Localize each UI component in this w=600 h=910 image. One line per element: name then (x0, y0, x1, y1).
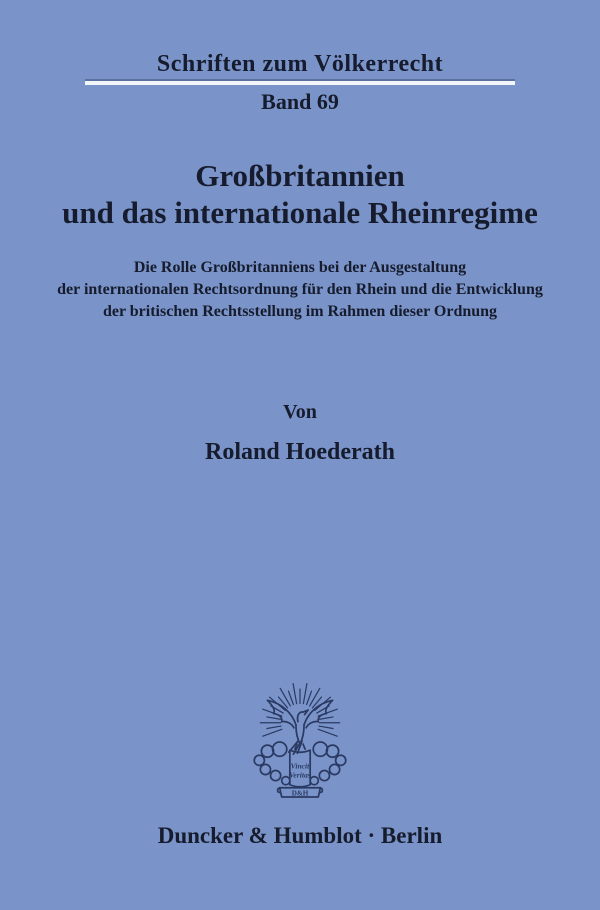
publisher-emblem (248, 680, 352, 800)
emblem-motto-line-2: Veritas (289, 770, 311, 780)
emblem-initials: D&H (291, 789, 309, 798)
book-title-line-1: Großbritannien (195, 158, 405, 193)
subtitle-line-3: der britischen Rechtsstellung im Rahmen dieser Ordnung (102, 303, 498, 320)
author-byline: Von (283, 401, 317, 423)
subtitle-line-2: der internationalen Rechtsordnung für den Rhein und die Entwicklung (57, 281, 543, 298)
divider-rule (85, 81, 515, 85)
subtitle-line-1: Die Rolle Großbritanniens bei der Ausgestaltung (133, 259, 467, 276)
sunburst-rays-icon (260, 684, 339, 737)
book-subtitle (0, 257, 600, 323)
publisher-imprint: Duncker & Humblot · Berlin (157, 823, 443, 848)
book-title-line-2: und das internationale Rheinregime (62, 195, 538, 230)
author-name: Roland Hoederath (204, 439, 395, 465)
emblem-motto-line-1: Vincit (290, 761, 310, 771)
series-title: Schriften zum Völkerrecht (156, 51, 444, 77)
book-title (0, 157, 600, 231)
eagle-sunburst-icon (248, 680, 352, 800)
series-volume: Band 69 (261, 89, 339, 114)
